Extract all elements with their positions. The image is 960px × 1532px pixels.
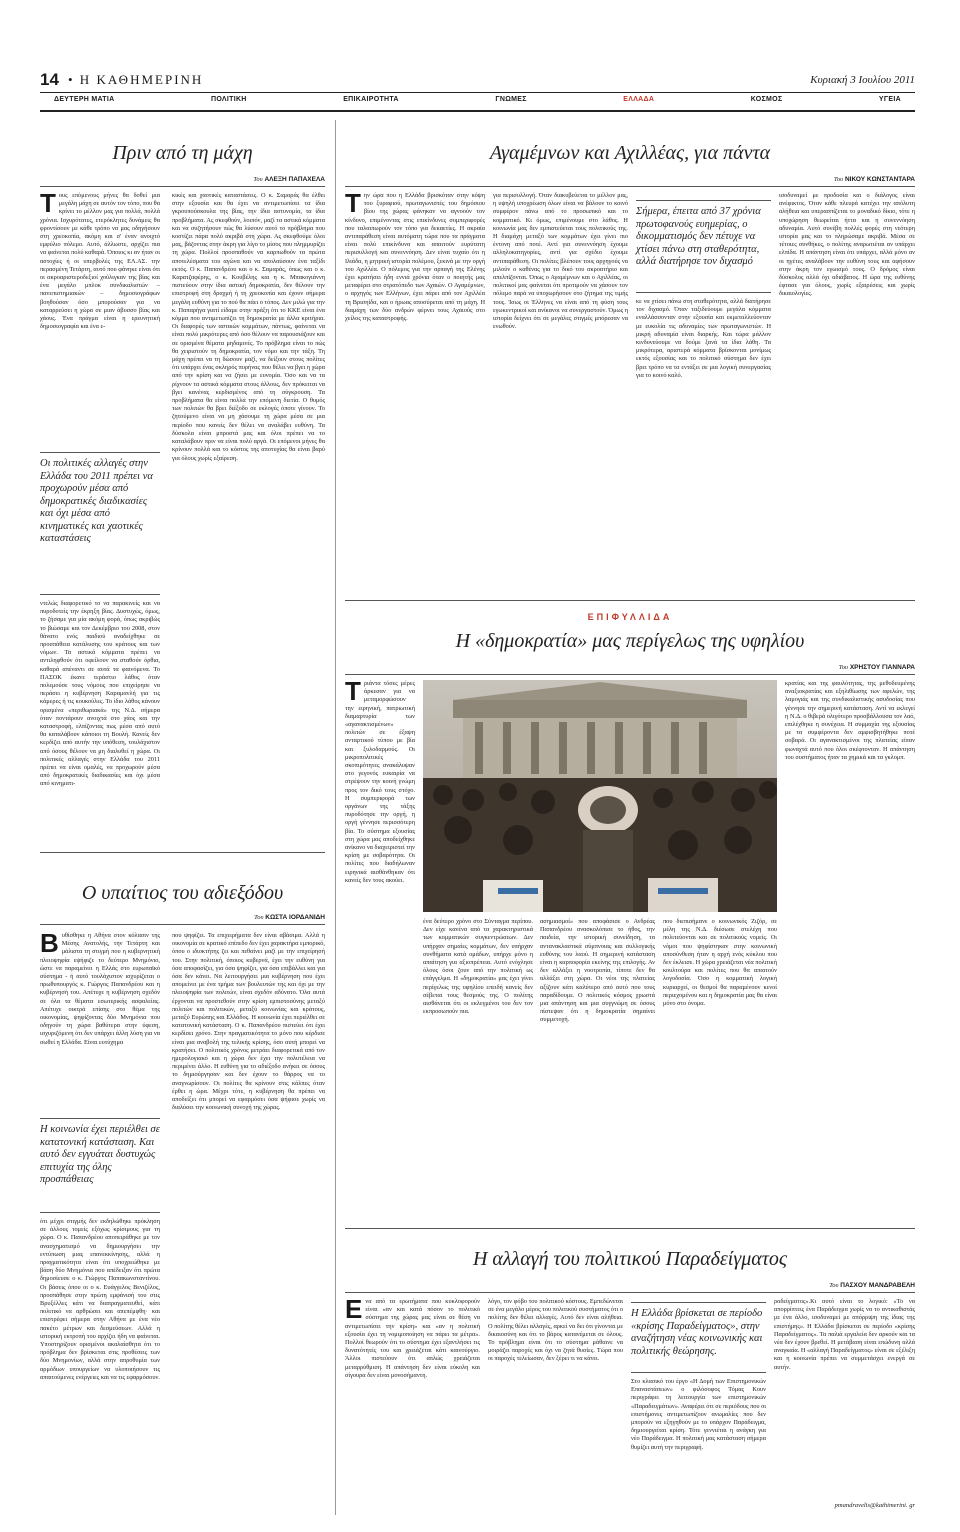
protest-photo (423, 680, 777, 912)
article5-byline: Του ΠΑΣΧΟΥ ΜΑΝΔΡΑΒΕΛΗ (829, 1282, 915, 1289)
article1-column-1b: ντελώς διαφορετικό το να παρακινείς και να πυροδοτείς την έκρηξη βίας. Δυστυχώς, όμως, το ζήσαμε για μία ακόμη φορά, όπως ακριβώς το βιώσαμε και τον Δεκέμβριο του 2008, στον θάνατο ενός παιδιού αναδείχθηκε σε προσπάθεια κατάλυσης του κράτους και των νόμων. Τα αστικά κόμματα πρέπει να αντιληφθούν ότι οφείλουν να σταθούν όρθια, καθαρά απέναντι σε αυτά τα φαινόμενα. Το ΠΑΣΟΚ έκανε τεράστιο λάθος όταν πολεμούσε τους νόμους που επιχείρησε να περάσει η κυβέρνηση Καραμανλή για τις κάμερες ή τις κουκούλες. Το ίδιο λάθος κάνουν ορισμένα «περιθωριακά» της Ν.Δ. σήμερα όταν ποντάρουν ανοιχτά στο χάος και την καταστροφή, ελπίζοντας πως μέσα από αυτό θα καταλάβουν κάποιοι τη Βουλή. Κανείς δεν κερδίζει από αυτήν την υπόθεση, τουλάχιστον από όσους θέλουν να μη διαλυθεί η χώρα. Οι πολιτικές αλλαγές στην Ελλάδα του 2011 πρέπει να είναι ομαλές, να προχωρούν μέσα από δημοκρατικές διαδικασίες και όχι μέσα από κινηματι- (40, 600, 160, 788)
article2-byline: Του ΚΩΣΤΑ ΙΟΡΔΑΝΙΔΗ (254, 914, 325, 921)
article2-pullquote-rule-bottom (40, 1212, 160, 1213)
section-nav (40, 96, 915, 108)
nav-rule (40, 110, 915, 112)
article4-author: ΧΡΗΣΤΟΥ ΓΙΑΝΝΑΡΑ (849, 664, 915, 671)
article4-text-1: ριάντα τόσες μέρες άρκεσαν για να μεταμορφώσουν την ειρηνική, πατριωτική διαμαρτυρία των «αγανακτισμένων» πολιτών σε έξαψη ανταρτικού τύπου με βία και ξυλοδαρμούς. Οι μικροπολιτικές σκοπιμότητες ανακάλυψαν στο γεγονός ευκαιρία να στρέψουν την κοινή γνώμη προς τον δικό τους στόχο. Η συμπεριφορά των οργάνων της τάξης πυροδότησε την οργή, η οργή γέννησε περισσότερη βία. Το σύστημα εξουσίας στη χώρα μας αποδείχθηκε ανίκανο να διαχειριστεί την κρίση με σοβαρότητα. Οι πολίτες που διαδήλωναν ειρηνικά αισθάνθηκαν ότι κανείς δεν τους ακούει. (345, 680, 415, 884)
article4-kicker: ΕΠΙΦΥΛΛΙΔΑ (587, 612, 673, 622)
article1-dropcap: Τ (40, 188, 56, 218)
article3-column-2: για περισυλλογή. Όταν διακυβεύεται το μέλλον μας, η υψηλή υποχρέωση όλων είναι να βάλουν το κοινό συμφέρον πάνω από το προσωπικό και το κομματικό. Κι όμως, επιμένουμε στο λάθος. Η κοινωνία μας δεν εμπιστεύεται τους πολιτικούς της. Η διαμάχη μεταξύ των κομμάτων έχει γίνει πιο έντονη από ποτέ. Αντί για συνεννόηση έχουμε αλληλοκατηγορίες, αντί για σχέδιο έχουμε αντιπαράθεση. Οι πολίτες βλέπουν τους αρχηγούς να μιλούν ο καθένας για το δικό του ακροατήριο και απελπίζονται. Όπως ο Αγαμέμνων και ο Αχιλλέας, οι πολιτικοί μας φαίνεται ότι προτιμούν να χάσουν τον πόλεμο παρά να υποχωρήσουν στο ζήτημα της τιμής τους. Ίσως οι Έλληνες να είναι από τη φύση τους εγωκεντρικοί και ανίκανοι να συνεργαστούν. Όμως η ιστορία δείχνει ότι σε μεγάλες στιγμές μπόρεσαν να ενωθούν. (493, 192, 628, 331)
article5-title: Η αλλαγή του πολιτικού Παραδείγματος (472, 1248, 788, 1270)
nav-item-kosmos[interactable]: ΚΟΣΜΟΣ (750, 96, 783, 103)
article1-title: Πριν από τη μάχη (112, 142, 253, 164)
article3-dropcap: Τ (345, 188, 361, 218)
article5-column-2: λόγο, τον φόβο του πολιτικού κόστους. Εμπεδώνεται σε ένα μεγάλο μέρος του πολιτικού συστήματος ότι ο πολίτης δεν θέλει αλλαγές. Αυτό δεν είναι αλήθεια. Ο πολίτης θέλει αλλαγές, αρκεί να δει ότι γίνονται με δικαιοσύνη και ότι το βάρος κατανέμεται σε όλους. Το πρόβλημα είναι ότι το σύστημα μάθαινε να μοιράζει παροχές και όχι να ζητά θυσίες. Τώρα που οι παροχές τελείωσαν, δεν ξέρει τι να κάνει. (488, 1298, 623, 1363)
article4-column-2: ένα δεύτερο χρόνο στο Σύνταγμα περίπου. Δεν είχε κανένα από τα χαρακτηριστικά των κομματικών συγκεντρώσεων. Δεν υπήρχαν σημαίες κομμάτων, δεν υπήρχαν συνθήματα κατά ομάδων, υπήρχε μόνο η απαίτηση για αξιοπρέπεια. Αυτό ενόχλησε όλους όσοι ζουν από την πολιτική ως επάγγελμα. Η «δημοκρατία» μας έχει γίνει περίγελως της υφηλίου επειδή κανείς δεν σέβεται τους θεσμούς της. Ο πολίτης αισθάνεται ότι οι εκλεγμένοι του δεν τον εκπροσωπούν πια. (423, 918, 533, 1016)
nav-item-deuteri-matia[interactable]: ΔΕΥΤΕΡΗ ΜΑΤΙΑ (54, 96, 115, 103)
article3-text-1: ην ώρα που η Ελλάδα βρισκόταν στην κόψη του ξυραφιού, πρωταγωνιστές του δημόσιου βίου της χώρας φάνηκαν να αγνοούν τον κίνδυνο, επιμένοντας στις επικίνδυνες συμπεριφορές που ταλαιπωρούν τον τόπο για δεκαετίες. Η ακραία αντιπαράθεση είναι αυτόματη τώρα που τα πράγματα είναι πολύ επικίνδυνα και απαιτούν ευρύτατη περισυλλογή και συνεννόηση. Δεν είναι τυχαίο ότι η Ιλιάδα, η μητρική ιστορία πολέμου, ξεκινά με την οργή του Αχιλλέα. Ο πόλεμος για την αρπαγή της Ελένης έχει κρατήσει ήδη εννιά χρόνια όταν ο ποιητής μας μεταφέρει στο στρατόπεδο των Αχαιών. Ο Αγαμέμνων, ο αρχηγός των Ελλήνων, έχει πάρει από τον Αχιλλέα τη Βρισηίδα, και ο ήρωας αποσύρεται από τη μάχη. Η διαμάχη των δύο ανδρών φέρνει τους Αχαιούς στο χείλος της καταστροφής. (345, 192, 485, 323)
article1-text-1: ους επόμενους μήνες θα δοθεί μια μεγάλη μάχη σε αυτόν τον τόπο, που θα κρίνει το μέλλον μας για πολλά, πολλά χρόνια. Ισχυρότατες, ετερόκλητες δυνάμεις θα φροντίσουν με κάθε τρόπο να μας οδηγήσουν στη χρεοκοπία, ακόμη και σ' έναν ανοιχτό εμφύλιο πόλεμο. Αυτό, άλλωστε, αρχίζει πια να φαίνεται πολύ καθαρά. Όποιος κι αν ήταν οι αστοχίες ή οι υπερβολές της ΕΛ.ΑΣ. την περασμένη Τετάρτη, αυτό που φάνηκε είναι ότι οι ακροαριστεροδεξιοί χούλιγκαν της βίας και ένα μεγάλο μπλοκ συνδικαλιστών – πανεπιστημιακών – δημοσιογράφων βοηθούσαν όσο μπορούσαν για να καταρρεύσει η χώρα σε μιαν άβυσσο βίας και χάους. Ένα πράγμα είναι η ερευνητική δημοσιογραφία και ένα ε- (40, 192, 160, 331)
article2-rule (40, 924, 325, 925)
article2-title: Ο υπαίτιος του αδιεξόδου (81, 882, 284, 904)
article3-column-1 (345, 188, 485, 592)
article5-column-1 (345, 1294, 480, 1513)
article4-column-1 (345, 676, 415, 910)
article4-column-5: που διεπισήμανε ο κοινωνικός Ζιζόρ, σε μέλη της Ν.Δ. διέσωσε στελέχη που πολιτεύονται και σε πολιτικούς νομείς. Οι νόμοι που ψηφίστηκαν στην κοινωνική αποσύνθεση ήταν η αρχή ενός κύκλου που δεν έκλεισε. Η χώρα χρειάζεται νέα πολιτική κουλτούρα και πολίτες που θα απαιτούν λογοδοσία. Όσο η κομματική λογική κυριαρχεί, οι θεσμοί θα παραμένουν κενοί περιεχομένου και η δημοκρατία μας θα είναι μόνο στο όνομα. (663, 918, 777, 1008)
nav-item-epikairotita[interactable]: ΕΠΙΚΑΙΡΟΤΗΤΑ (343, 96, 399, 103)
article2-dropcap: Β (40, 928, 59, 958)
article4-column-3: κρατίας και της φαυλότητας, της μεθοδευμένης αναξιοκρατίας και εξηλιθίωσης των αφελών, της λαμογιάς και της συνδικαλιστικής ασυδοσίας που γέννησε την σημερινή κατάσταση. Αντί να εκλεγεί η Ν.Δ. ο θιβερά ολιγότερο προσβάλλουσα τον λαό, επιλέχθηκε η συνέχεια. Η συμμαχία της εξουσίας με τα συμφέροντα δεν αμφισβητήθηκε ποτέ σοβαρά. Οι αγανακτισμένοι της πλατείας είπαν φωναχτά αυτό που όλοι σκέφτονταν. Η απάντηση του συστήματος ήταν τα χημικά και τα γκλομπ. (785, 680, 915, 761)
nav-item-gnomes[interactable]: ΓΝΩΜΕΣ (495, 96, 527, 103)
article1-author: ΑΛΕΞΗ ΠΑΠΑΧΕΛΑ (264, 176, 325, 183)
article5-column-4: ραδείγματος».Κι αυτό είναι το λογικό: «Το να απορρίπτεις ένα Παράδειγμα χωρίς να το αντικαθιστάς με ένα άλλο, ισοδυναμεί με απόρριψη της ίδιας της επιστήμης». Η Ελλάδα βρίσκεται σε περίοδο «κρίσης Παραδείγματος». Τα παλιά εργαλεία δεν αρκούν και τα νέα δεν έχουν βρεθεί. Η μετάβαση είναι επώδυνη αλλά αναγκαία. Η «αλλαγή Παραδείγματος» είναι σε εξέλιξη και η κοινωνία πρέπει να συμμετάσχει ενεργά σε αυτήν. (774, 1298, 915, 1371)
column-divider (335, 120, 336, 1515)
article5-text-1: να από τα ερωτήματα που κυκλοφορούν είναι «αν και κατά πόσον το πολιτικό σύστημα της χώρας μας είναι σε θέση να αντιμετωπίσει την κρίση» και «αν η πολιτική εξουσία έχει τη νομιμοποίηση να πάρει τα μέτρα». Πολλοί θεωρούν ότι το σύστημα έχει εξαντλήσει τις δυνατότητές του και χρειάζεται κάτι καινούργιο. Άλλοι πιστεύουν ότι απλώς χρειάζεται μεταρρύθμιση. Η απάντηση δεν είναι εύκολη και σίγουρα δεν είναι μονοσήμαντη. (345, 1298, 480, 1379)
article5-dropcap: Ε (345, 1294, 363, 1324)
article1-column-1 (40, 188, 160, 442)
article4-rule-top (345, 600, 915, 601)
article1-rule (40, 186, 325, 187)
article3-author: ΝΙΚΟΥ ΚΩΝΣΤΑΝΤΑΡΑ (844, 176, 915, 183)
article5-rule (345, 1292, 915, 1293)
issue-date: Κυριακή 3 Ιουλίου 2011 (810, 74, 915, 86)
article3-column-3b: κε να χτίσει πάνω στη σταθερότητα, αλλά διατήρησε τον διχασμό. Όταν ταξιδεύουμε μεγάλα κόμματα εναλλάσσονταν στην εξουσία και εκμεταλλεύονταν με ευκολία τις αδυναμίες των πρωταγωνιστών. Η μικρή αδυναμία είναι διαρκής. Και τώρα μάλλον κινδυνεύουμε να δούμε ξανά τα ίδια λάθη. Τα μικρότερα, αριστερά κόμματα βρίσκονται μονίμως εκτός εξουσίας και το πολιτικό σύστημα δεν έχει βρει τρόπο να τα εντάξει σε μια λογική συνεργασίας για το κοινό καλό. (636, 298, 771, 379)
nav-item-ygeia[interactable]: ΥΓΕΙΑ (878, 96, 901, 103)
article3-pullquote-rule-top (636, 200, 771, 201)
article5-pullquote: Η Ελλάδα βρίσκεται σε περίοδο «κρίσης Παραδείγματος», στην αναζήτηση νέας κοινωνικής και πολιτικής θεώρησης. (631, 1308, 763, 1357)
article3-pullquote-rule-bottom (636, 292, 771, 293)
article4-dropcap: Τ (345, 676, 361, 706)
article2-column-1 (40, 928, 160, 1112)
protest-photo-illustration (423, 680, 777, 912)
article1-pullquote-rule-top (40, 452, 160, 453)
article3-pullquote: Σήμερα, έπειτα από 37 χρόνια πρωτοφανούς ευημερίας, ο δικομματισμός δεν πέτυχε να χτίσει πάνω στη σταθερότητα, αλλά διατήρησε τον διχασμό (636, 206, 761, 267)
article5-pullquote-rule-bottom (631, 1372, 766, 1373)
article2-column-1b: ότι μέχρι στιγμής δεν εκδηλώθηκε πρόκληση σε άλλους τομείς εξόχως κρίσιμους για τη χώρα. Ο κ. Παπανδρέου αποπειράθηκε με τον ανασχηματισμό να δημιουργήσει την εντύπωση μιας επανεκκίνησης, αλλά η πραγματικότητα είναι ότι υποχρεώθηκε με βάση δύο Μνημόνια που απέδειξαν ότι πρώτα δημοσίευσε ο κ. Γιώργος Παπακωνσταντίνου. Οι βάσεις όπου οι ο κ. Ευάγγελος Βενιζέλος, προσπάθησε στην πρώτη εμφάνισή του στις Βρυξέλλες κάτι να διαπραγματευθεί, κάτι πολιτικό να αρθρώσει και απεπέμφθη· και επιστρέφει σήμερα στην Αθήνα με ένα νέο πακέτο μέτρων και δεσμεύσεων. Αλλά η ιστορική εκτροπή του αρχίζει ήδη να φαίνεται. Υποστηρίζουν ορισμένοι ακαλαίσθητα ότι το πρόβλημα δεν βρίσκεται στις προθέσεις των δύο Μνημονίων, αλλά στην απροθυμία των αρμόδιων υπουργείων να υλοποιήσουν τις απαιτούμενες ενέργειες και να τις εφαρμόσουν. (40, 1218, 160, 1381)
author-email[interactable]: pmandravelis@kathimerini. gr (834, 1502, 915, 1509)
paper-name: • Η ΚΑΘΗΜΕΡΙΝΗ (68, 72, 204, 87)
article3-title: Αγαμέμνων και Αχιλλέας, για πάντα (489, 142, 771, 164)
nav-item-politiki[interactable]: ΠΟΛΙΤΙΚΗ (211, 96, 247, 103)
article1-byline: Του ΑΛΕΞΗ ΠΑΠΑΧΕΛΑ (253, 176, 325, 183)
article2-pullquote: Η κοινωνία έχει περιέλθει σε κατατονική κατάσταση. Και αυτό δεν εγγυάται δυστυχώς επιτυχία της όλης προσπάθειας (40, 1124, 160, 1185)
article3-byline: Του ΝΙΚΟΥ ΚΩΝΣΤΑΝΤΑΡΑ (833, 176, 915, 183)
article2-pullquote-rule-top (40, 1118, 160, 1119)
article3-column-3: ισοδυναμεί με προδοσία και ο διάλογος είναι ανέφικτος. Όταν κάθε πλευρά κατέχει την απόλυτη αλήθεια και υπερασπίζεται το μοναδικό δίκιο, τότε η υποχώρηση θεωρείται ήττα και η συνεννόηση αδυναμία. Αυτό συνέβη πολλές φορές στη νεότερη ιστορία μας και το πληρώσαμε ακριβά. Μέσα σε τέτοιες συνθήκες, ο πολίτης αναρωτιέται αν υπάρχει ελπίδα. Η απάντηση είναι ότι υπάρχει, αλλά μόνο αν οι ηγέτες αναλάβουν την ευθύνη τους και αφήσουν στην άκρη τον εγωισμό τους. Ο δρόμος είναι δύσκολος αλλά όχι αδιάβατος. Η ώρα της ευθύνης έφτασε για όλους, χωρίς εξαιρέσεις και χωρίς δικαιολογίες. (779, 192, 915, 298)
article5-column-3b: Στο κλασικό του έργο «Η Δομή των Επιστημονικών Επαναστάσεων» ο φιλόσοφος Τόμας Κουν περιγράφει τη λειτουργία των επιστημονικών «Παραδειγμάτων». Αναφέρει ότι σε περιόδους που οι επιστήμονες αντιμετωπίζουν ανωμαλίες που δεν μπορούν να εξηγηθούν με το υπάρχον Παράδειγμα, δημιουργείται κρίση. Τότε γεννιέται η ανάγκη για νέο Παράδειγμα. Η πολιτική μας κατάσταση σήμερα θυμίζει αυτή την περιγραφή. (631, 1378, 766, 1451)
article4-rule (345, 674, 915, 675)
article4-column-4: ασημιασμοί» που αποφάσισε ο Ανδρέας Παπανδρέου ανασκολόπισε το ήθος, την παιδεία, την ιστορική συνείδηση, τα αντανακλαστικά σύμπνοιας και συλλογικής ευθύνης του λαού. Η σημερινή κατάσταση είναι η καρποφορία εκείνης της επιλογής. Αν δεν αλλάξει η νοοτροπία, τίποτε δεν θα αλλάξει στη χώρα. Οι νέοι της πλατείας αξίζουν κάτι καλύτερο από αυτό που τους παραδίδουμε. Ο πολιτικός κόσμος χρωστά μια απάντηση και μια συγγνώμη σε όσους πίστεψαν ότι η δημοκρατία σημαίνει συμμετοχή. (540, 918, 655, 1024)
article5-pullquote-rule-top (631, 1302, 766, 1303)
article1-pullquote-rule-bottom (40, 594, 160, 595)
article2-author: ΚΩΣΤΑ ΙΟΡΔΑΝΙΔΗ (265, 914, 325, 921)
article4-byline: Του ΧΡΗΣΤΟΥ ΓΙΑΝΝΑΡΑ (838, 664, 915, 671)
article2-text-1: υθίσθηκε η Αθήνα στον κόλασιν της Μέσης Ανατολής, την Τετάρτη και μάλιστα τη στιγμή που η κυβερνητική πλειοψηφία εψήφιζε το δεύτερο Μνημόνιο, ώστε να παραμείνει η Ελλάς στο ευρωπαϊκό σύστημα - ή αυτό τουλάχιστον ισχυρίζεται ο πρωθυπουργός κ. Γιώργος Παπανδρέου και η κυβέρνησή του. Απέτυχε η κυβέρνηση σχεδόν σε όλα τα θέματα εσωτερικής ασφαλείας. Απέτυχε οικτρά επίσης στο θέμα της οικονομίας, ψηφίζοντας δύο Μνημόνια που οδηγούν τη χώρα βαθύτερα στην ύφεση, ισχυριζόμενη ότι δεν υπάρχει άλλη λύση για να σωθεί η Ελλάδα. Είναι ευτύχημα (40, 932, 160, 1046)
page-number: 14 (40, 70, 59, 89)
article2-column-2: που ψηφίζει. Τα επιχειρήματα δεν είναι αβάσιμα. Αλλά η οικονομία σε κρατικό επίπεδο δεν έχει χαρακτήρα εμπορικό, όπου ο ιδιοκτήτης ζει και πεθαίνει μαζί με την επιχείρησή του. Στην πολιτική, όποιος κυβερνά, έχει την ευθύνη για όσα αποφασίζει, για όσα ψηφίζει, για όσα επιβάλλει και για όσα δεν κάνει. Να λειτουργήσει μια κυβέρνηση που έχει απομείνει με ένα τμήμα των βουλευτών της και όχι με την πλειοψηφία των πολιτών, είναι σχεδόν αδύνατο. Όλα αυτά έρχονται να προστεθούν στην κρίση εμπιστοσύνης μεταξύ πολιτών και πολιτικών, μεταξύ κοινωνίας και κράτους, μεταξύ Ευρώπης και Ελλάδος. Η κοινωνία έχει περιέλθει σε κατατονική κατάσταση. Ο κ. Παπανδρέου πιστεύει ότι έχει κερδίσει χρόνο. Στην πραγματικότητα το μόνο που κέρδισε είναι μια αναβολή της τελικής κρίσης, όσο αυτή μπορεί να κρατήσει. Ο πολιτικός χρόνος μετράει διαφορετικά από τον ημερολογιακό και η χώρα δεν έχει την πολυτέλεια να περιμένει άλλο. Η ευθύνη για το αδιέξοδο ανήκει σε όσους το δημιούργησαν και δεν έχουν το θάρρος να το αναγνωρίσουν. Οι πολίτες θα κρίνουν στις κάλπες όταν έρθει η ώρα. Μέχρι τότε, η κυβέρνηση θα πρέπει να αποδείξει ότι μπορεί να εφαρμόσει όσα ψήφισε χωρίς να διαλύσει την κοινωνική συνοχή της χώρας. (172, 932, 325, 1112)
article5-rule-top (345, 1228, 915, 1229)
article1-column-2: κικές και χαοτικές καταστάσεις. Ο κ. Σαμαράς θα έλθει στην εξουσία και θα έχει να αντιμετωπίσει τα ίδια γκρουπούσκουλα της βίας, την ίδια αστυνομία, τα ίδια προβλήματα. Ας σκεφθούν, λοιπόν, μαζί τα αστικά κόμματα και να συζητήσουν πώς θα λύσουν αυτό το πρόβλημα που κοστίζει πάρα πολύ ακριβά στη χώρα. Ας σκεφθούμε όλοι μας, βάζοντας στην άκρη για λίγο το μίσος που πλημμυρίζει τη χώρα. Πολλοί προσπαθούν να καρπωθούν τα πρώτα αποτελέσματα του αγώνα και να απολαύσουν ένα ταξίδι εκτός. Ο κ. Παπανδρέου και ο κ. Σαμαράς, όπως και ο κ. Καρατζαφέρης, ο κ. Κουβέλης και η κ. Μπακογιάννη πιστεύουν στην ίδια αστική δημοκρατία, δεν θέλουν την επιστροφή στη δραχμή ή τη χρεοκοπία και έχουν σήμερα μεγάλη ευθύνη για το πού θα πάει ο τόπος. Δεν μιλώ για την κ. Παπαρήγα γιατί είδαμε στην πράξη ότι το ΚΚΕ είναι ένα κόμμα που αντιμετωπίζει τη δημοκρατία με άλλα κριτήρια. Οι διαφορές των αστικών κομμάτων, πάντως, φαίνεται να είναι πολύ μικρότερες από όσο θέλουν να παρουσιάζουν και σε ορισμένα θέματα μηδαμινές. Το πρόβλημα είναι το πώς θα χειριστούν τη δημοκρατία, τον νόμο και την τάξη. Τη μάχη πρέπει να τη δώσουν μαζί, να δείξουν στους πολίτες ότι υπάρχει ένας σκληρός πυρήνας που θέλει να βγει η χώρα από την κρίση και να ζήσει με ευνομία. Όσο και να τα ρίχνουν τα αστικά κόμματα στους άλλους, δεν πρόκειται να βγει κανένας κερδισμένος από τη σύγκρουση. Τα προβλήματα θα είναι πολλά την επόμενη διετία. Ο θυμός των πολιτών θα βρει διέξοδο σε εκλογές όποτε γίνουν. Το ζητούμενο είναι να μη χάσουμε τη χώρα μέσα σε μια περίοδο που κανείς δεν θέλει να αναλάβει ευθύνη. Τα δύσκολα είναι μπροστά μας και όλοι πρέπει να το καταλάβουν πριν να είναι πολύ αργά. Οι επόμενοι μήνες θα κρίνουν πολλά και το κόστος της αποτυχίας θα είναι βαρύ για όλους χωρίς εξαίρεση. (172, 192, 325, 462)
article2-rule-top (40, 852, 325, 853)
article3-rule (345, 186, 915, 187)
nav-item-ellada[interactable]: ΕΛΛΑΔΑ (623, 96, 655, 103)
article4-title: Η «δημοκρατία» μας περίγελως της υφηλίου (455, 630, 805, 652)
article5-author: ΠΑΣΧΟΥ ΜΑΝΔΡΑΒΕΛΗ (840, 1282, 915, 1289)
article1-pullquote: Οι πολιτικές αλλαγές στην Ελλάδα του 2011 πρέπει να προχωρούν μέσα από δημοκρατικές διαδικασίες και όχι μέσα από κινηματικές και χαοτικές καταστάσεις (40, 458, 153, 544)
header-rule (40, 92, 915, 93)
